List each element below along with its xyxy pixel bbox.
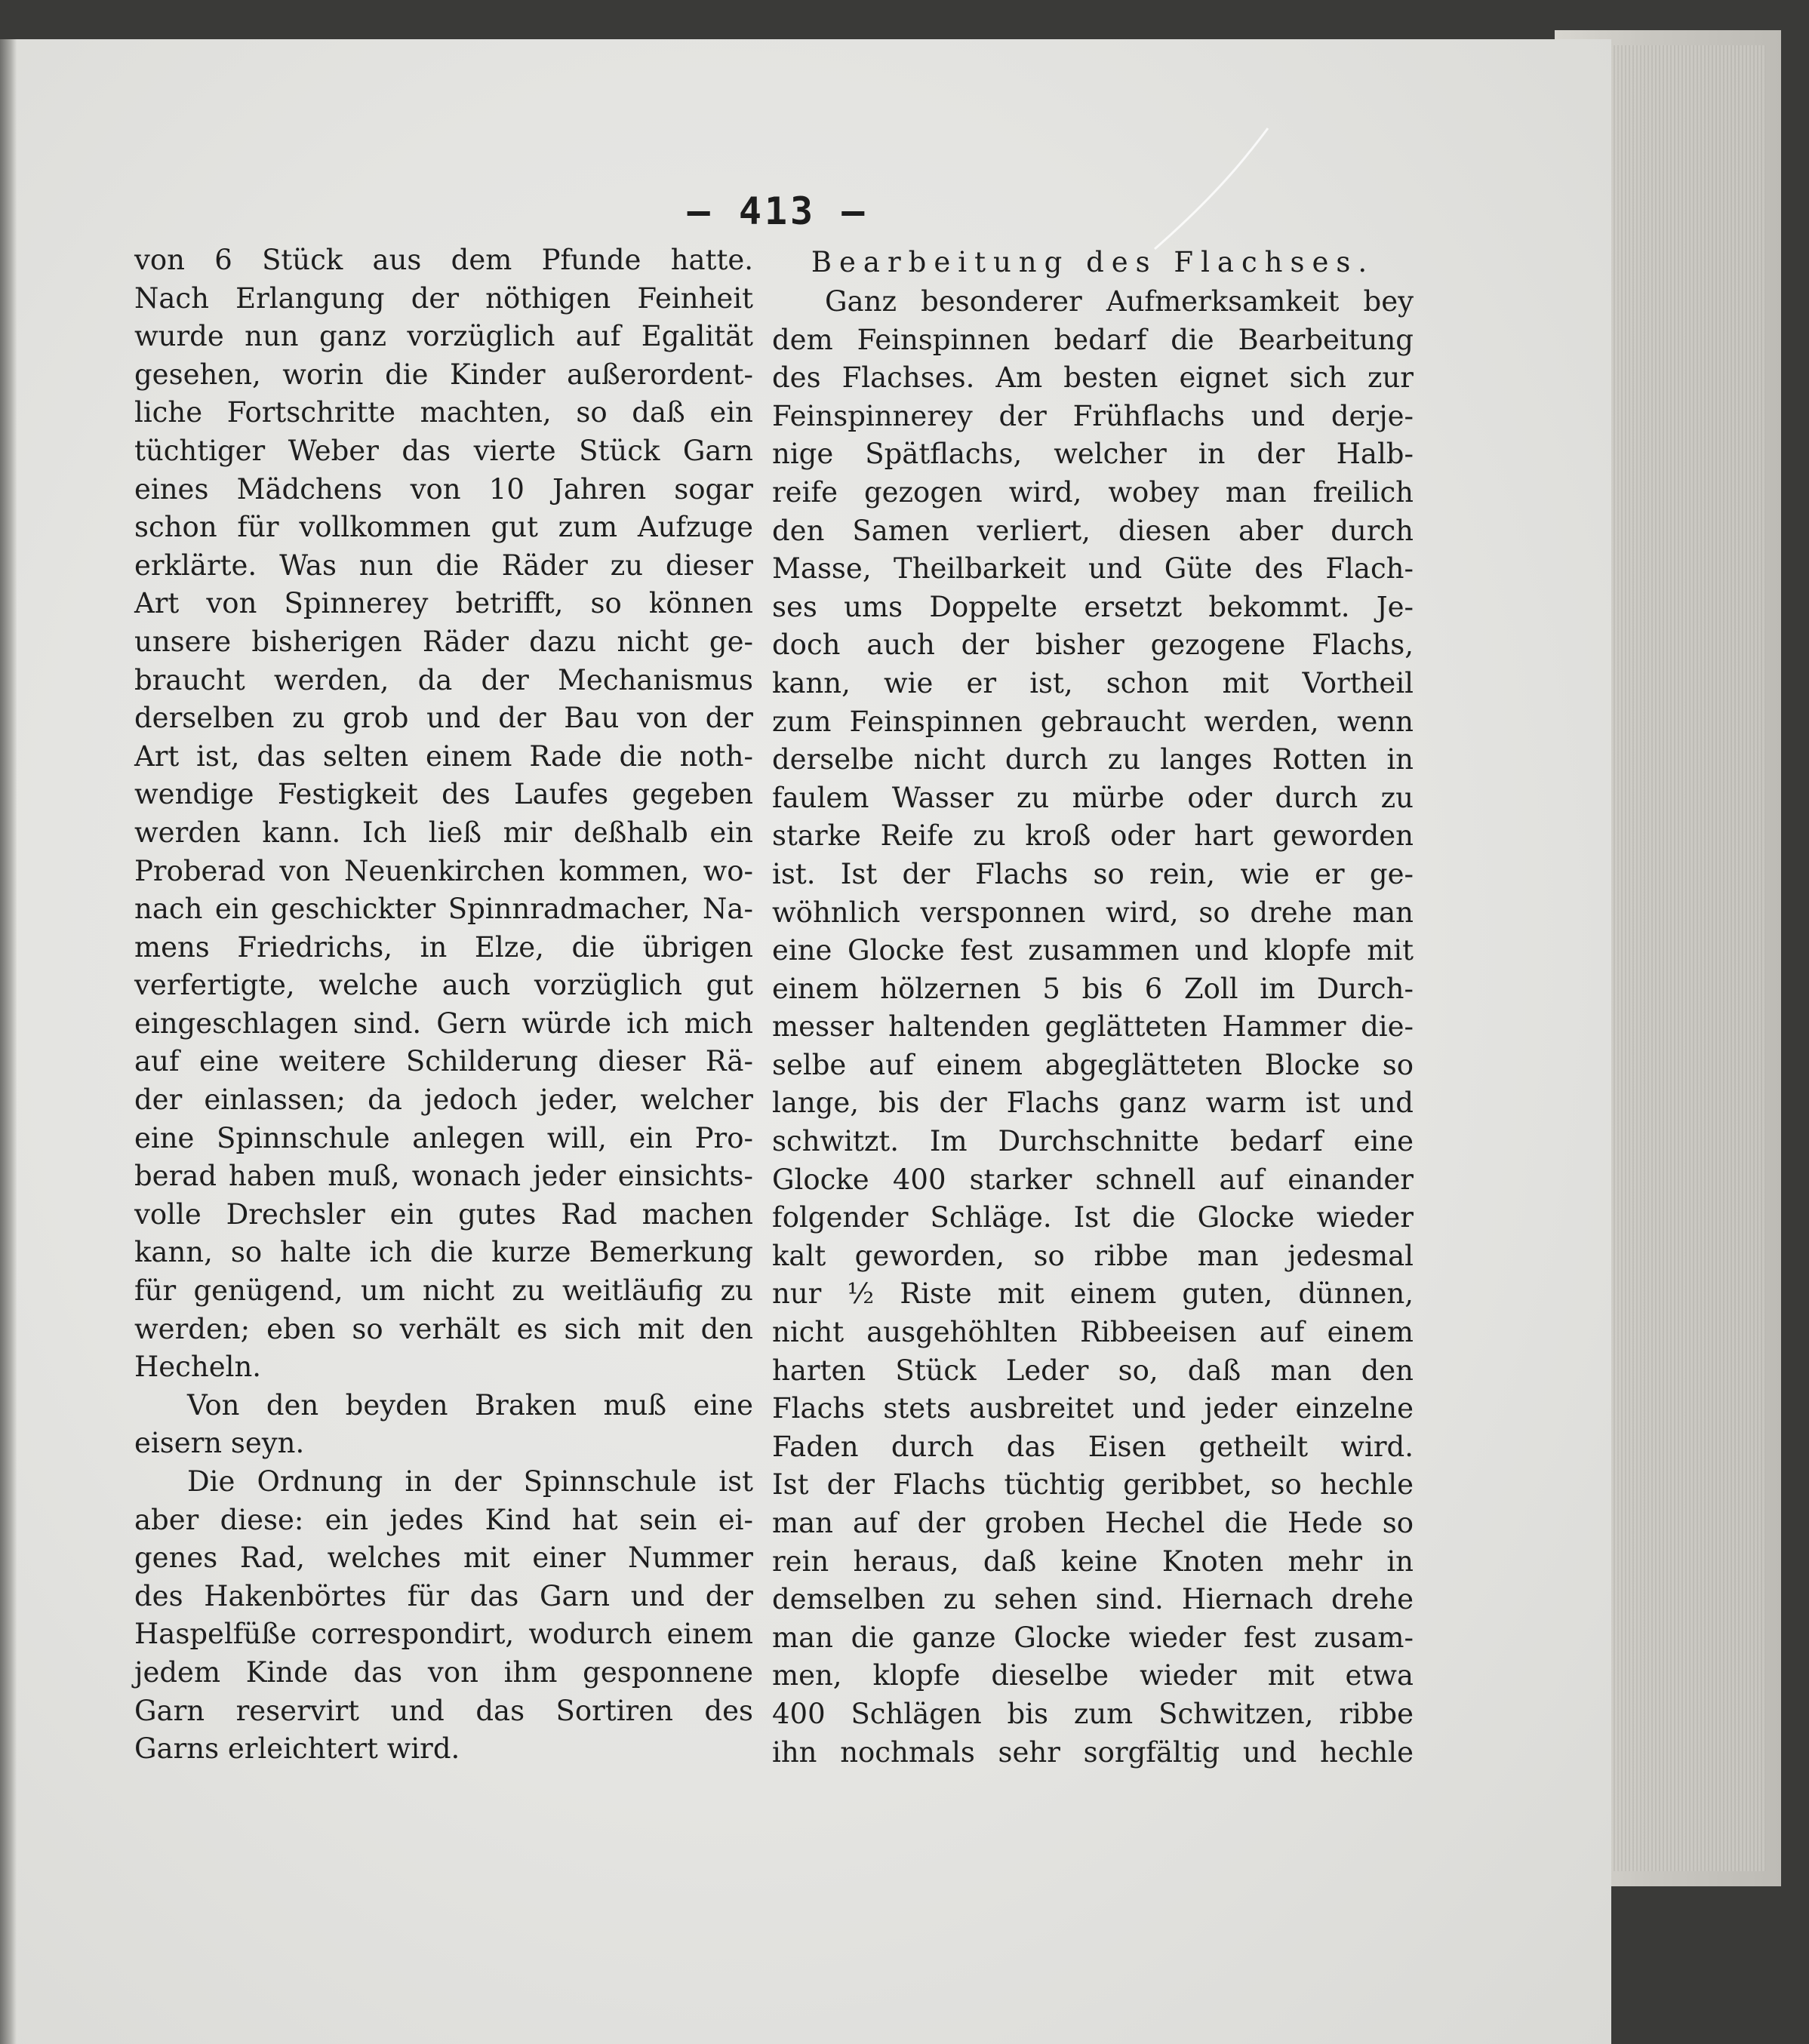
text-line: Haspelfüße correspondirt, wodurch einem: [134, 1618, 753, 1651]
text-line: jedem Kinde das von ihm gesponnene: [134, 1655, 753, 1689]
text-line: eine Glocke fest zusammen und klopfe mit: [772, 934, 1414, 967]
text-line: eines Mädchens von 10 Jahren sogar: [134, 472, 753, 506]
text-line: braucht werden, da der Mechanismus: [134, 663, 753, 696]
text-line: men, klopfe dieselbe wieder mit etwa: [772, 1659, 1414, 1692]
text-line: faulem Wasser zu mürbe oder durch zu: [772, 781, 1414, 814]
text-line: 400 Schlägen bis zum Schwitzen, ribbe: [772, 1697, 1414, 1730]
text-line: wendige Festigkeit des Laufes gegeben: [134, 778, 753, 811]
page-number: — 413 —: [687, 189, 868, 233]
text-line: Flachs stets ausbreitet und jeder einzelne: [772, 1392, 1414, 1425]
text-line: für genügend, um nicht zu weitläufig zu: [134, 1274, 753, 1308]
text-line: zum Feinspinnen gebraucht werden, wenn: [772, 705, 1414, 738]
text-line: eisern seyn.: [134, 1427, 305, 1460]
text-line: Ganz besonderer Aufmerksamkeit bey: [825, 285, 1414, 318]
text-line: messer haltenden geglätteten Hammer die-: [772, 1010, 1414, 1044]
text-line: doch auch der bisher gezogene Flachs,: [772, 629, 1414, 662]
page-stack-edge: [1592, 45, 1766, 1871]
text-line: Feinspinnerey der Frühflachs und derje-: [772, 399, 1414, 432]
text-line: demselben zu sehen sind. Hiernach drehe: [772, 1583, 1414, 1616]
text-line: Art ist, das selten einem Rade die noth-: [134, 739, 753, 773]
text-line: kann, wie er ist, schon mit Vortheil: [772, 666, 1414, 699]
text-line: rein heraus, daß keine Knoten mehr in: [772, 1545, 1414, 1578]
text-line: derselben zu grob und der Bau von der: [134, 702, 753, 735]
text-line: wöhnlich versponnen wird, so drehe man: [772, 896, 1414, 929]
book-gutter: [0, 39, 17, 2044]
text-line: Masse, Theilbarkeit und Güte des Flach-: [772, 552, 1414, 586]
text-line: Hecheln.: [134, 1351, 262, 1384]
text-line: Garns erleichtert wird.: [134, 1732, 460, 1766]
text-line: aber diese: ein jedes Kind hat sein ei-: [134, 1503, 753, 1536]
text-line: Glocke 400 starker schnell auf einander: [772, 1163, 1414, 1196]
text-line: eingeschlagen sind. Gern würde ich mich: [134, 1007, 753, 1040]
text-line: dem Feinspinnen bedarf die Bearbeitung: [772, 323, 1414, 356]
text-line: nicht ausgehöhlten Ribbeeisen auf einem: [772, 1316, 1414, 1349]
text-line: folgender Schläge. Ist die Glocke wieder: [772, 1201, 1414, 1234]
text-line: wurde nun ganz vorzüglich auf Egalität: [134, 320, 753, 353]
text-line: liche Fortschritte machten, so daß ein: [134, 396, 753, 429]
text-line: Garn reservirt und das Sortiren des: [134, 1694, 753, 1727]
text-line: kalt geworden, so ribbe man jedesmal: [772, 1239, 1414, 1272]
text-line: ihn nochmals sehr sorgfältig und hechle: [772, 1735, 1414, 1769]
text-line: der einlassen; da jedoch jeder, welcher: [134, 1083, 753, 1117]
text-line: auf eine weitere Schilderung dieser Rä-: [134, 1045, 753, 1078]
text-line: ist. Ist der Flachs so rein, wie er ge-: [772, 857, 1414, 890]
text-line: nige Spätflachs, welcher in der Halb-: [772, 438, 1414, 471]
text-line: schwitzt. Im Durchschnitte bedarf eine: [772, 1125, 1414, 1158]
text-line: werden kann. Ich ließ mir deßhalb ein: [134, 816, 753, 849]
text-line: selbe auf einem abgeglätteten Blocke so: [772, 1048, 1414, 1081]
text-line: man die ganze Glocke wieder fest zusam-: [772, 1621, 1414, 1654]
text-line: nach ein geschickter Spinnradmacher, Na-: [134, 893, 753, 926]
text-line: unsere bisherigen Räder dazu nicht ge-: [134, 625, 753, 658]
text-line: gesehen, worin die Kinder außerordent-: [134, 358, 753, 391]
text-line: mens Friedrichs, in Elze, die übrigen: [134, 930, 753, 964]
text-line: Proberad von Neuenkirchen kommen, wo-: [134, 854, 753, 887]
text-line: reife gezogen wird, wobey man freilich: [772, 475, 1414, 509]
text-line: kann, so halte ich die kurze Bemerkung: [134, 1236, 753, 1269]
text-line: tüchtiger Weber das vierte Stück Garn: [134, 434, 753, 467]
text-line: Art von Spinnerey betrifft, so können: [134, 587, 753, 620]
text-line: des Hakenbörtes für das Garn und der: [134, 1579, 753, 1612]
left-column: [134, 241, 753, 1769]
text-line: den Samen verliert, diesen aber durch: [772, 514, 1414, 547]
text-line: schon für vollkommen gut zum Aufzuge: [134, 511, 753, 544]
text-line: Nach Erlangung der nöthigen Feinheit: [134, 281, 753, 315]
text-line: Von den beyden Braken muß eine: [187, 1388, 753, 1422]
text-line: man auf der groben Hechel die Hede so: [772, 1507, 1414, 1539]
text-line: volle Drechsler ein gutes Rad machen: [134, 1197, 753, 1231]
section-heading: Bearbeitung des Flachses.: [811, 246, 1375, 278]
text-line: Die Ordnung in der Spinnschule ist: [187, 1465, 753, 1498]
text-line: werden; eben so verhält es sich mit den: [134, 1312, 753, 1345]
text-line: harten Stück Leder so, daß man den: [772, 1354, 1414, 1387]
text-line: nur ½ Riste mit einem guten, dünnen,: [772, 1277, 1414, 1311]
text-line: ses ums Doppelte ersetzt bekommt. Je-: [772, 590, 1414, 623]
right-column: [772, 241, 1414, 1772]
text-line: starke Reife zu kroß oder hart geworden: [772, 819, 1414, 853]
text-line: lange, bis der Flachs ganz warm ist und: [772, 1087, 1414, 1120]
text-line: Faden durch das Eisen getheilt wird.: [772, 1430, 1414, 1463]
text-line: derselbe nicht durch zu langes Rotten in: [772, 743, 1414, 776]
text-line: Ist der Flachs tüchtig geribbet, so hechle: [772, 1468, 1414, 1501]
text-line: berad haben muß, wonach jeder einsichts-: [134, 1160, 753, 1193]
text-line: des Flachses. Am besten eignet sich zur: [772, 361, 1414, 395]
text-line: genes Rad, welches mit einer Nummer: [134, 1541, 753, 1575]
text-line: verfertigte, welche auch vorzüglich gut: [134, 969, 753, 1002]
text-line: erklärte. Was nun die Räder zu dieser: [134, 549, 753, 582]
text-line: eine Spinnschule anlegen will, ein Pro-: [134, 1121, 753, 1154]
text-line: einem hölzernen 5 bis 6 Zoll im Durch-: [772, 972, 1414, 1005]
text-line: von 6 Stück aus dem Pfunde hatte.: [134, 244, 753, 276]
